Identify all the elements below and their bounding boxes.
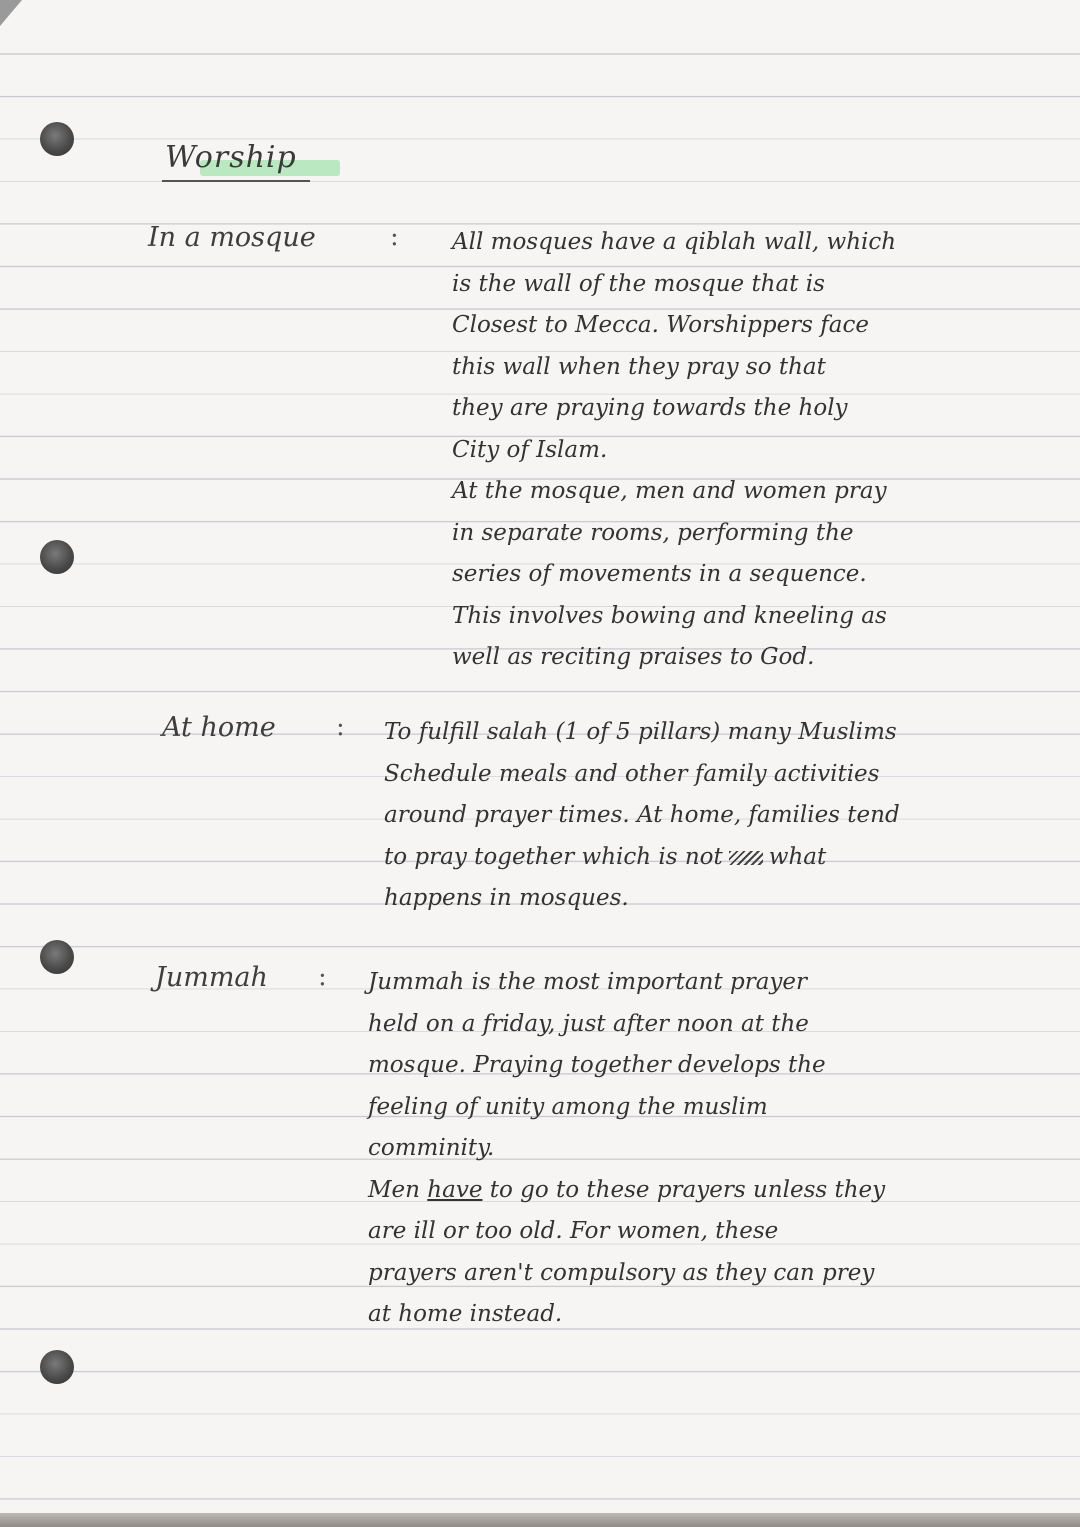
corner-mark (0, 0, 22, 26)
text-line: mosque. Praying together develops the (368, 1052, 826, 1078)
colon: : (336, 712, 345, 742)
text-line: Schedule meals and other family activities (384, 760, 880, 787)
text-fragment: to pray together which is not (384, 843, 723, 870)
section-label-jummah: Jummah (155, 962, 268, 993)
text-fragment: to go to these prayers unless they (489, 1176, 886, 1203)
text-fragment: Men (368, 1176, 420, 1203)
underlined-word: have (427, 1176, 483, 1203)
colon: : (390, 222, 399, 252)
text-line: is the wall of the mosque that is (452, 270, 825, 297)
text-line: well as reciting praises to God. (452, 644, 815, 670)
punch-hole (40, 122, 74, 156)
text-line: in separate rooms, performing the (452, 519, 854, 546)
text-line: comminity. (368, 1135, 495, 1161)
crossed-out-word (729, 851, 763, 865)
punch-hole (40, 540, 74, 574)
page-heading: Worship (165, 140, 297, 175)
text-line: All mosques have a qiblah wall, which (452, 229, 897, 255)
section-text-jummah (368, 962, 885, 1336)
section-text-mosque (452, 222, 896, 679)
text-line: happens in mosques. (384, 885, 629, 911)
section-label-mosque: In a mosque (148, 222, 316, 253)
text-line: City of Islam. (452, 436, 608, 463)
text-line: they are praying towards the holy (452, 395, 848, 421)
text-line-with-scribble (384, 837, 900, 879)
heading-underline (162, 180, 310, 182)
colon: : (318, 962, 327, 992)
section-label-home: At home (162, 712, 276, 743)
punch-hole (40, 940, 74, 974)
text-fragment: what (768, 843, 827, 870)
section-text-home (384, 712, 900, 920)
text-line: To fulfill salah (1 of 5 pillars) many Muslims (384, 719, 897, 745)
text-line: are ill or too old. For women, these (368, 1218, 779, 1244)
text-line: prayers aren't compulsory as they can prey (368, 1259, 875, 1286)
text-line: feeling of unity among the muslim (368, 1093, 768, 1120)
text-line: held on a friday, just after noon at the (368, 1010, 809, 1037)
text-line: Jummah is the most important prayer (368, 969, 808, 995)
text-line: This involves bowing and kneeling as (452, 602, 887, 629)
text-line: At the mosque, men and women pray (452, 478, 887, 504)
text-line-men (368, 1170, 885, 1212)
text-line: this wall when they pray so that (452, 353, 826, 380)
text-line: at home instead. (368, 1301, 563, 1327)
punch-hole (40, 1350, 74, 1384)
text-line: around prayer times. At home, families tend (384, 802, 900, 828)
text-line: Closest to Mecca. Worshippers face (452, 312, 870, 338)
text-line: series of movements in a sequence. (452, 561, 867, 587)
